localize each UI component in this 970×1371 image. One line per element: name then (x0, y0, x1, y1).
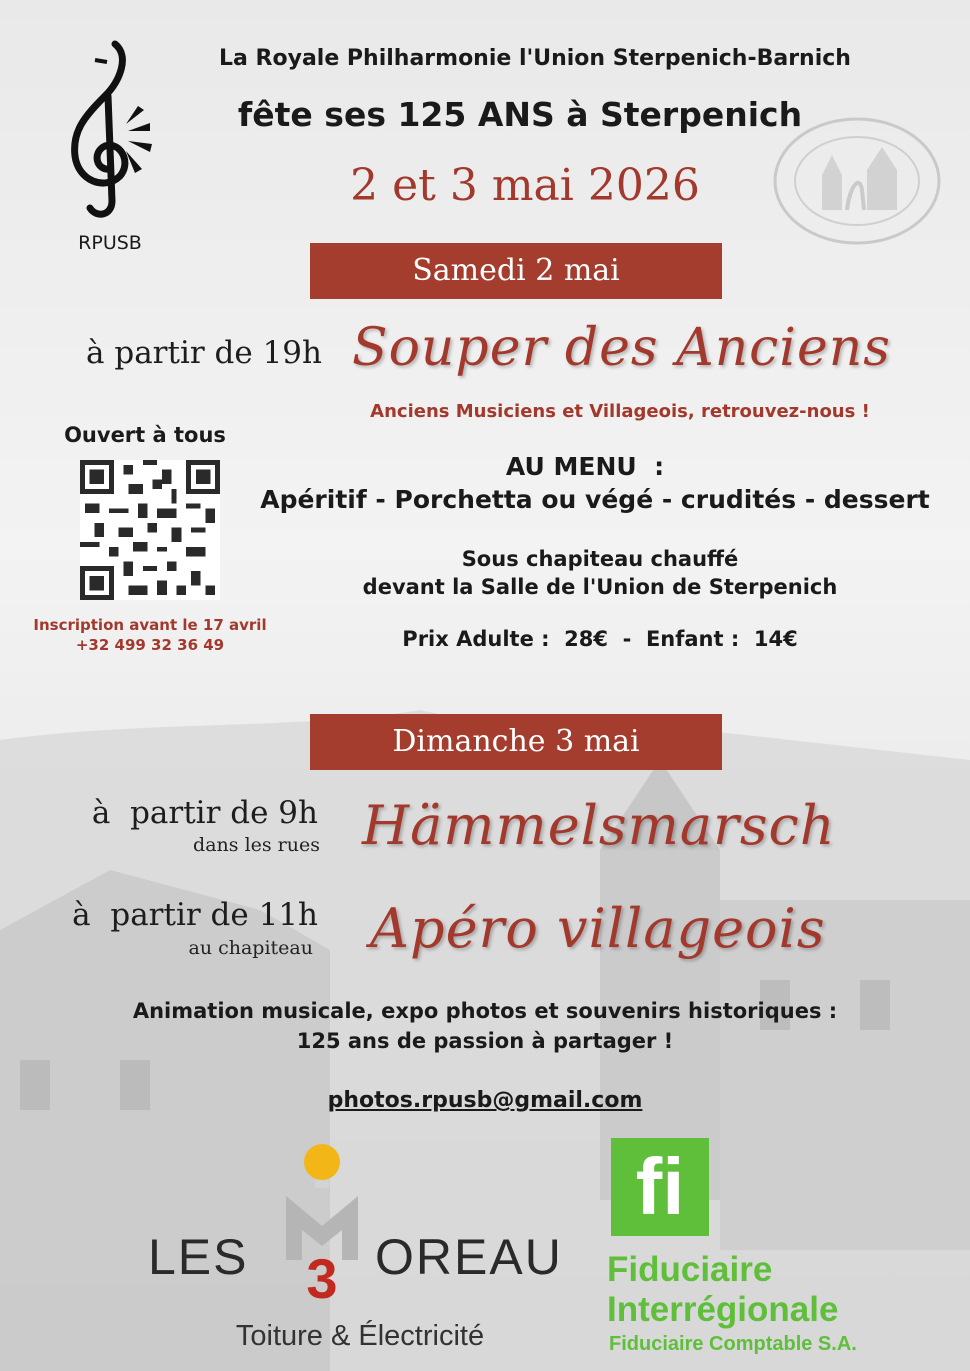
sunday-event2-title: Apéro villageois (370, 897, 826, 960)
sunday-event1-time: à partir de 9h (91, 795, 318, 831)
sunday-event2-sub: au chapiteau (188, 937, 313, 959)
anniversary-heading: fête ses 125 ANS à Sterpenich (237, 95, 803, 134)
animation-line-1: Animation musicale, expo photos et souvenirs historiques : (132, 999, 838, 1023)
sunday-banner: Dimanche 3 mai (310, 714, 722, 770)
fi-name-line-3: Fiduciaire Comptable S.A. (609, 1333, 857, 1355)
saturday-time: à partir de 19h (86, 335, 322, 371)
saturday-event-subtitle: Anciens Musiciens et Villageois, retrouvez-nous ! (370, 401, 870, 422)
menu-heading: AU MENU : (505, 452, 665, 481)
moreau-lightbulb-logo-icon (278, 1140, 368, 1300)
event-dates: 2 et 3 mai 2026 (350, 160, 700, 211)
open-to-all-label: Ouvert à tous (64, 423, 226, 447)
email-link[interactable]: photos.rpusb@gmail.com (327, 1088, 643, 1113)
fi-logo-icon: fi (611, 1138, 709, 1236)
sunday-event1-title: Hämmelsmarsch (362, 794, 836, 857)
moreau-text-right: OREAU (375, 1229, 563, 1285)
qr-code-icon[interactable] (80, 460, 220, 600)
treble-clef-logo-icon (60, 36, 160, 226)
moreau-tagline: Toiture & Électricité (235, 1320, 485, 1352)
prices: Prix Adulte : 28€ - Enfant : 14€ (402, 627, 798, 651)
animation-line-2: 125 ans de passion à partager ! (296, 1029, 674, 1053)
sunday-event2-time: à partir de 11h (72, 897, 318, 933)
fi-name-line-2: Interrégionale (607, 1290, 839, 1329)
logo-text: RPUSB (78, 232, 142, 254)
svg-text:3: 3 (306, 1247, 338, 1300)
sunday-event1-sub: dans les rues (193, 834, 320, 856)
inscription-deadline: Inscription avant le 17 avril (33, 616, 267, 634)
philharmonie-seal-icon (772, 115, 942, 247)
phone-number[interactable]: +32 499 32 36 49 (75, 636, 225, 654)
saturday-event-title: Souper des Anciens (352, 318, 891, 378)
venue-line-2: devant la Salle de l'Union de Sterpenich (362, 575, 838, 599)
saturday-banner: Samedi 2 mai (310, 243, 722, 299)
moreau-text-left: LES (148, 1229, 249, 1285)
fi-name-line-1: Fiduciaire (607, 1250, 773, 1289)
organization-name: La Royale Philharmonie l'Union Sterpenich-Barnich (219, 46, 851, 71)
venue-line-1: Sous chapiteau chauffé (461, 547, 739, 571)
menu-items: Apéritif - Porchetta ou végé - crudités - dessert (260, 485, 930, 514)
